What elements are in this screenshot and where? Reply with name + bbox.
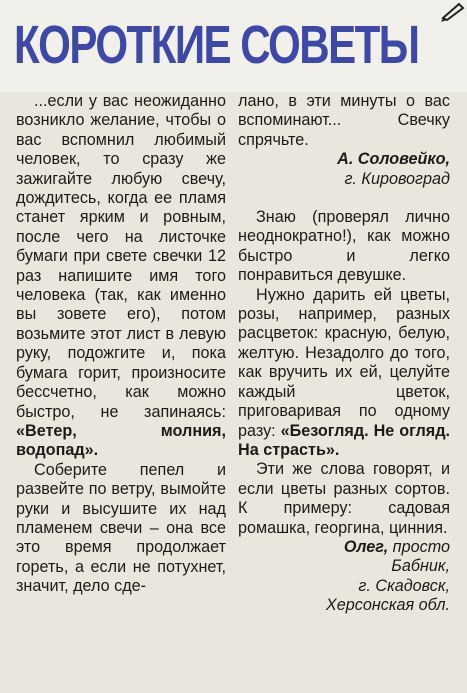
article2-para2: [238, 286, 450, 461]
header-banner: [0, 0, 467, 92]
article1-text-part2-left: Соберите пепел и развейте по ветру, вымойте руки и высушите их над пламенем свечи – она все это время продолжает гореть, а если не потухнет, значит, дело сде-: [16, 460, 226, 596]
article2-author-suffix: просто: [388, 537, 450, 556]
article1-continuation: [238, 92, 450, 150]
article1-author: А. Соловейко,: [337, 150, 450, 169]
page-title: КОРОТКИЕ СОВЕТЫ: [14, 15, 419, 75]
left-column: [16, 92, 226, 597]
article2-author-line2: Бабник,: [391, 557, 450, 576]
article2-city: г. Скадовск,: [358, 576, 450, 595]
article1-city: г. Кировоград: [344, 169, 450, 188]
article1-text-part2-right: лано, в эти минуты о вас вспоминают... Свечку спрячьте.: [238, 92, 450, 149]
article1-body: [16, 92, 226, 461]
article1-signature: [238, 150, 450, 169]
article2-para1: Знаю (проверял лично неоднократно!), как можно быстро и легко понравиться девушке.: [238, 208, 450, 285]
pencil-icon: [439, 0, 465, 22]
article2-para3: Эти же слова говорят, и если цветы разных сортов. К примеру: садовая ромашка, георгина, цинния.: [238, 460, 450, 537]
right-column: [238, 92, 450, 616]
article1-text: ...если у вас неожиданно возникло желание, чтобы о вас вспомнил любимый человек, то сразу же зажигайте любую свечу, дождитесь, когда ее пламя станет ярким и ровным, после чего на листочке бумаги при свете свечки 12 раз напишите имя того человека (так, как именно вы зовете его), потом возьмите этот лист в левую руку, подожгите и, пока бумага горит, произносите бессчетно, как можно быстро, не запинаясь:: [16, 92, 226, 421]
article2-phrase: «Безогляд. Не огляд. На страсть».: [238, 421, 450, 459]
article1-continuation-start: [16, 461, 226, 597]
article2-signature: [238, 538, 450, 557]
article2-author: Олег,: [343, 537, 389, 556]
spacer: [238, 189, 450, 208]
article2-region: Херсонская обл.: [325, 596, 450, 615]
article2-para2-text: Нужно дарить ей цветы, розы, например, разных расцветок: красную, белую, желтую. Незадолго до того, как вручить их ей, целуйте каждый цветок, приговаривая по одному разу:: [238, 285, 450, 440]
article1-incantation: «Ветер, молния, водопад».: [16, 421, 226, 460]
